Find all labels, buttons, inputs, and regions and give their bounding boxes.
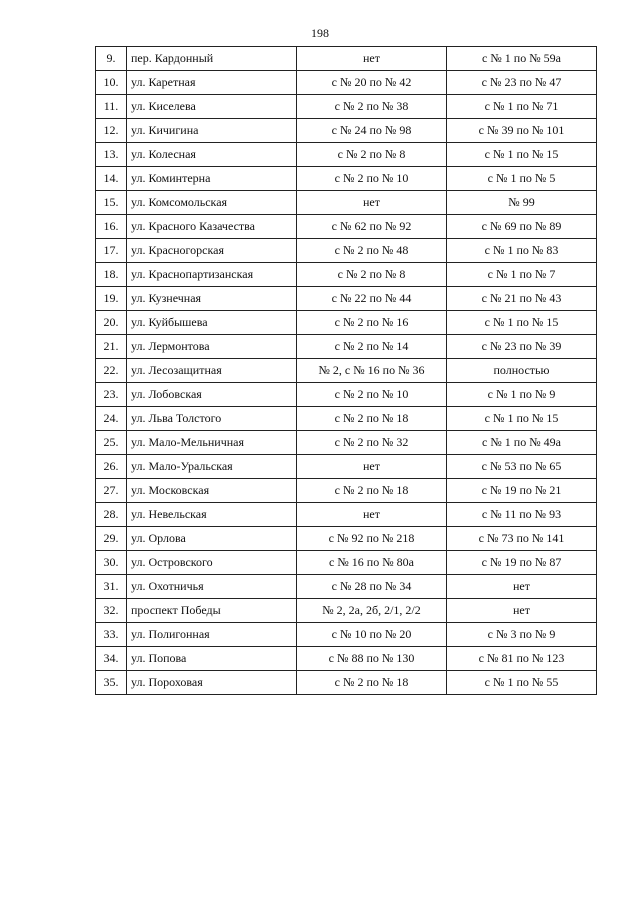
row-number-cell: 25.: [96, 431, 127, 455]
table-row: [96, 215, 597, 239]
even-houses-cell: с № 2 по № 14: [297, 335, 447, 359]
odd-houses-cell: с № 53 по № 65: [447, 455, 597, 479]
row-number-cell: 19.: [96, 287, 127, 311]
table-row: [96, 143, 597, 167]
row-number-cell: 26.: [96, 455, 127, 479]
even-houses-cell: с № 2 по № 10: [297, 167, 447, 191]
street-name-cell: ул. Киселева: [127, 95, 297, 119]
odd-houses-cell: с № 1 по № 7: [447, 263, 597, 287]
row-number-cell: 27.: [96, 479, 127, 503]
table-row: [96, 503, 597, 527]
row-number-cell: 11.: [96, 95, 127, 119]
even-houses-cell: нет: [297, 191, 447, 215]
street-name-cell: ул. Каретная: [127, 71, 297, 95]
even-houses-cell: нет: [297, 503, 447, 527]
street-name-cell: ул. Куйбышева: [127, 311, 297, 335]
street-name-cell: ул. Лесозащитная: [127, 359, 297, 383]
odd-houses-cell: нет: [447, 599, 597, 623]
row-number-cell: 20.: [96, 311, 127, 335]
street-name-cell: ул. Мало-Уральская: [127, 455, 297, 479]
table-row: [96, 71, 597, 95]
street-name-cell: ул. Островского: [127, 551, 297, 575]
table-row: [96, 167, 597, 191]
odd-houses-cell: с № 1 по № 9: [447, 383, 597, 407]
street-name-cell: ул. Полигонная: [127, 623, 297, 647]
table-row: [96, 335, 597, 359]
odd-houses-cell: с № 1 по № 5: [447, 167, 597, 191]
street-name-cell: ул. Пороховая: [127, 671, 297, 695]
table-row: [96, 551, 597, 575]
row-number-cell: 22.: [96, 359, 127, 383]
even-houses-cell: № 2, 2а, 2б, 2/1, 2/2: [297, 599, 447, 623]
odd-houses-cell: с № 69 по № 89: [447, 215, 597, 239]
odd-houses-cell: с № 81 по № 123: [447, 647, 597, 671]
page-number: 198: [311, 26, 329, 40]
row-number-cell: 31.: [96, 575, 127, 599]
street-name-cell: пер. Кардонный: [127, 47, 297, 71]
row-number-cell: 12.: [96, 119, 127, 143]
even-houses-cell: с № 2 по № 38: [297, 95, 447, 119]
odd-houses-cell: с № 1 по № 15: [447, 407, 597, 431]
even-houses-cell: с № 2 по № 16: [297, 311, 447, 335]
street-name-cell: ул. Охотничья: [127, 575, 297, 599]
row-number-cell: 21.: [96, 335, 127, 359]
row-number-cell: 14.: [96, 167, 127, 191]
odd-houses-cell: с № 1 по № 71: [447, 95, 597, 119]
table-row: [96, 383, 597, 407]
odd-houses-cell: с № 73 по № 141: [447, 527, 597, 551]
odd-houses-cell: с № 1 по № 59а: [447, 47, 597, 71]
even-houses-cell: с № 62 по № 92: [297, 215, 447, 239]
row-number-cell: 18.: [96, 263, 127, 287]
street-name-cell: ул. Льва Толстого: [127, 407, 297, 431]
odd-houses-cell: полностью: [447, 359, 597, 383]
street-name-cell: ул. Кузнечная: [127, 287, 297, 311]
street-name-cell: ул. Московская: [127, 479, 297, 503]
street-name-cell: ул. Лобовская: [127, 383, 297, 407]
street-name-cell: ул. Мало-Мельничная: [127, 431, 297, 455]
odd-houses-cell: нет: [447, 575, 597, 599]
table-row: [96, 527, 597, 551]
street-name-cell: проспект Победы: [127, 599, 297, 623]
table-row: [96, 191, 597, 215]
street-name-cell: ул. Невельская: [127, 503, 297, 527]
row-number-cell: 15.: [96, 191, 127, 215]
even-houses-cell: с № 2 по № 18: [297, 671, 447, 695]
even-houses-cell: с № 88 по № 130: [297, 647, 447, 671]
even-houses-cell: с № 92 по № 218: [297, 527, 447, 551]
even-houses-cell: с № 2 по № 18: [297, 407, 447, 431]
table-row: [96, 119, 597, 143]
odd-houses-cell: с № 1 по № 83: [447, 239, 597, 263]
street-name-cell: ул. Колесная: [127, 143, 297, 167]
even-houses-cell: с № 2 по № 32: [297, 431, 447, 455]
table-row: [96, 623, 597, 647]
street-name-cell: ул. Лермонтова: [127, 335, 297, 359]
street-name-cell: ул. Кичигина: [127, 119, 297, 143]
even-houses-cell: с № 22 по № 44: [297, 287, 447, 311]
street-name-cell: ул. Попова: [127, 647, 297, 671]
even-houses-cell: с № 16 по № 80а: [297, 551, 447, 575]
odd-houses-cell: с № 11 по № 93: [447, 503, 597, 527]
row-number-cell: 9.: [96, 47, 127, 71]
row-number-cell: 16.: [96, 215, 127, 239]
row-number-cell: 29.: [96, 527, 127, 551]
table-row: [96, 311, 597, 335]
row-number-cell: 35.: [96, 671, 127, 695]
table-row: [96, 359, 597, 383]
even-houses-cell: с № 28 по № 34: [297, 575, 447, 599]
odd-houses-cell: с № 21 по № 43: [447, 287, 597, 311]
row-number-cell: 13.: [96, 143, 127, 167]
odd-houses-cell: с № 1 по № 15: [447, 311, 597, 335]
row-number-cell: 24.: [96, 407, 127, 431]
even-houses-cell: с № 2 по № 8: [297, 263, 447, 287]
street-name-cell: ул. Коминтерна: [127, 167, 297, 191]
even-houses-cell: с № 20 по № 42: [297, 71, 447, 95]
odd-houses-cell: с № 1 по № 15: [447, 143, 597, 167]
even-houses-cell: нет: [297, 47, 447, 71]
row-number-cell: 34.: [96, 647, 127, 671]
even-houses-cell: с № 2 по № 48: [297, 239, 447, 263]
odd-houses-cell: с № 19 по № 21: [447, 479, 597, 503]
street-name-cell: ул. Краснопартизанская: [127, 263, 297, 287]
odd-houses-cell: с № 39 по № 101: [447, 119, 597, 143]
odd-houses-cell: с № 23 по № 39: [447, 335, 597, 359]
table-row: [96, 671, 597, 695]
streets-table-body: [96, 47, 597, 695]
street-name-cell: ул. Комсомольская: [127, 191, 297, 215]
table-row: [96, 47, 597, 71]
odd-houses-cell: с № 19 по № 87: [447, 551, 597, 575]
table-row: [96, 431, 597, 455]
table-row: [96, 575, 597, 599]
row-number-cell: 23.: [96, 383, 127, 407]
streets-table: [95, 46, 597, 695]
table-row: [96, 407, 597, 431]
street-name-cell: ул. Красного Казачества: [127, 215, 297, 239]
even-houses-cell: с № 2 по № 18: [297, 479, 447, 503]
even-houses-cell: с № 2 по № 8: [297, 143, 447, 167]
odd-houses-cell: с № 1 по № 55: [447, 671, 597, 695]
even-houses-cell: с № 2 по № 10: [297, 383, 447, 407]
odd-houses-cell: с № 23 по № 47: [447, 71, 597, 95]
odd-houses-cell: № 99: [447, 191, 597, 215]
table-row: [96, 455, 597, 479]
table-row: [96, 239, 597, 263]
table-row: [96, 95, 597, 119]
street-name-cell: ул. Красногорская: [127, 239, 297, 263]
row-number-cell: 33.: [96, 623, 127, 647]
odd-houses-cell: с № 3 по № 9: [447, 623, 597, 647]
row-number-cell: 17.: [96, 239, 127, 263]
even-houses-cell: нет: [297, 455, 447, 479]
row-number-cell: 10.: [96, 71, 127, 95]
street-name-cell: ул. Орлова: [127, 527, 297, 551]
row-number-cell: 32.: [96, 599, 127, 623]
table-row: [96, 479, 597, 503]
even-houses-cell: с № 10 по № 20: [297, 623, 447, 647]
table-row: [96, 287, 597, 311]
even-houses-cell: № 2, с № 16 по № 36: [297, 359, 447, 383]
table-row: [96, 647, 597, 671]
row-number-cell: 30.: [96, 551, 127, 575]
row-number-cell: 28.: [96, 503, 127, 527]
odd-houses-cell: с № 1 по № 49а: [447, 431, 597, 455]
table-row: [96, 263, 597, 287]
even-houses-cell: с № 24 по № 98: [297, 119, 447, 143]
table-row: [96, 599, 597, 623]
